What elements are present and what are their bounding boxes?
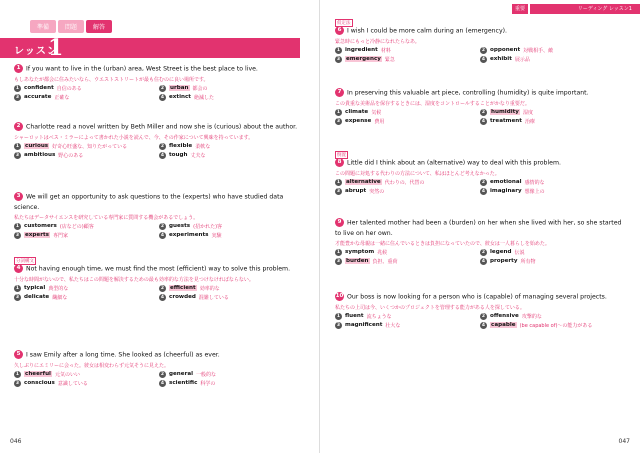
answer-options — [335, 47, 625, 63]
question-number: 1 — [14, 64, 23, 73]
question-text: In preserving this valuable art piece, controlling (humidity) is quite important. — [347, 89, 589, 97]
option-number: 4 — [481, 188, 486, 194]
option-word: emotional — [490, 179, 522, 185]
question-text: I saw Emily after a long time. She looked as (cheerful) as ever. — [26, 351, 220, 359]
option-number: 3 — [336, 188, 341, 194]
option-number: 4 — [160, 152, 165, 158]
answer-options — [335, 109, 625, 125]
answer-option[interactable] — [14, 285, 159, 292]
option-meaning: 絶滅した — [193, 94, 214, 101]
answer-option[interactable] — [480, 109, 625, 116]
option-meaning: 材料 — [380, 47, 391, 54]
translation-text: 私たちはデータサイエンスを研究している専門家に質問する機会があるでしょう。 — [14, 214, 199, 221]
option-meaning: 緊急 — [384, 56, 395, 63]
option-meaning: 湿度 — [522, 109, 533, 116]
option-meaning: 所有物 — [520, 258, 536, 265]
question-block — [335, 21, 625, 63]
question-block — [335, 88, 625, 125]
option-word: opponent — [490, 47, 521, 53]
option-word: capable — [491, 322, 516, 328]
option-number: 3 — [336, 258, 341, 264]
translation-text: もしあなたが都会に住みたいなら、ウエストストリートが最も住むのに良い場所です。 — [14, 76, 209, 83]
option-meaning: 柔軟な — [195, 143, 211, 150]
option-word: flexible — [169, 143, 193, 149]
option-meaning: 自信のある — [56, 85, 82, 92]
question-text: Our boss is now looking for a person who is (capable) of managing several projects. — [347, 293, 607, 301]
answer-options — [335, 179, 625, 195]
option-number: 3 — [15, 294, 20, 300]
option-meaning: 伝説 — [514, 249, 525, 256]
answer-option[interactable] — [159, 371, 304, 378]
option-meaning: (店などの)顧客 — [59, 223, 94, 230]
answer-options — [14, 143, 304, 159]
grammar-hint-tag: 仮定法 — [337, 21, 351, 26]
step-prep[interactable]: 準備 — [30, 20, 56, 33]
translation-text: この貴重な美術品を保存するときには、湿度をコントロールすることがかなり重要だ。 — [335, 100, 530, 107]
answer-option[interactable] — [14, 152, 159, 159]
answer-option[interactable] — [480, 179, 625, 186]
grammar-hint-tag: 分詞構文 — [16, 259, 34, 264]
option-number: 4 — [481, 118, 486, 124]
question-text: Not having enough time, we must find the most (efficient) way to solve this problem. — [26, 265, 291, 273]
question-block — [14, 259, 304, 301]
option-word: confident — [24, 85, 54, 91]
question-text: Her talented mother had been a (burden) on her when she lived with her, so she started to live on her own. — [335, 219, 622, 237]
option-meaning: (be capable of)～の能力がある — [519, 322, 593, 329]
header-section: リーディング レッスン1 — [530, 4, 640, 14]
translation-text: 才能豊かな母親は一緒に住んでいるときは負担になっていたので、彼女は一人暮らしを始めた。 — [335, 240, 550, 247]
option-meaning: 専門家 — [52, 232, 68, 239]
answer-option[interactable] — [14, 143, 159, 150]
option-number: 3 — [15, 232, 20, 238]
answer-option[interactable] — [335, 322, 480, 329]
option-number: 1 — [336, 109, 341, 115]
answer-option[interactable] — [480, 322, 625, 329]
translation-text: 久しぶりにエミリーに会った。彼女は相変わらず元気そうに見えた。 — [14, 362, 170, 369]
answer-option[interactable] — [335, 109, 480, 116]
option-meaning: 治療 — [524, 118, 535, 125]
right-page — [321, 0, 640, 453]
answer-option[interactable] — [480, 118, 625, 125]
answer-option[interactable] — [480, 188, 625, 195]
option-meaning: 対戦相手、敵 — [523, 47, 554, 54]
question-number: 4 — [14, 264, 23, 273]
translation-text: 私たちの上司は今、いくつかのプロジェクトを管理する能力がある人を探している。 — [335, 304, 525, 311]
answer-options — [14, 85, 304, 101]
question-number: 7 — [335, 88, 344, 97]
option-meaning: 壮大な — [385, 322, 401, 329]
answer-option[interactable] — [480, 249, 625, 256]
step-tabs — [30, 20, 112, 33]
option-number: 3 — [15, 152, 20, 158]
option-word: guests — [169, 223, 191, 229]
option-number: 1 — [336, 179, 341, 185]
option-word: burden — [346, 258, 369, 264]
question-sentence — [14, 192, 304, 213]
option-word: general — [169, 371, 194, 377]
option-meaning: 負担、重荷 — [372, 258, 398, 265]
option-word: alternative — [346, 179, 381, 185]
question-number: 6 — [335, 26, 344, 35]
question-text: Charlotte read a novel written by Beth Miller and now she is (curious) about the author. — [26, 123, 298, 131]
translation-text: 十分な時間がないので、私たちはこの問題を解決するための最も効率的な方法を見つけなければならない。 — [14, 276, 254, 283]
option-meaning: 典型的な — [48, 285, 69, 292]
lesson-label: レッスン — [14, 46, 58, 57]
option-number: 2 — [160, 143, 165, 149]
answer-option[interactable] — [335, 118, 480, 125]
option-word: ingredient — [345, 47, 378, 53]
option-number: 2 — [481, 313, 486, 319]
answer-option[interactable] — [14, 223, 159, 230]
answer-option[interactable] — [159, 85, 304, 92]
option-number: 1 — [15, 143, 20, 149]
answer-option[interactable] — [159, 94, 304, 101]
option-word: tough — [169, 152, 188, 158]
option-word: crowded — [169, 294, 196, 300]
option-meaning: 一般的な — [196, 371, 217, 378]
answer-option[interactable] — [335, 313, 480, 320]
option-word: humidity — [491, 109, 519, 115]
option-word: extinct — [169, 94, 191, 100]
option-word: experts — [25, 232, 49, 238]
answer-options — [335, 249, 625, 265]
option-meaning: 想像上の — [524, 188, 545, 195]
question-sentence — [335, 158, 625, 169]
answer-options — [14, 285, 304, 301]
answer-option[interactable] — [335, 258, 480, 265]
option-word: cheerful — [25, 371, 51, 377]
option-number: 4 — [160, 294, 165, 300]
option-number: 4 — [481, 258, 486, 264]
grammar-hint-tag: 倒置 — [337, 153, 346, 158]
option-number: 3 — [15, 94, 20, 100]
option-meaning: 展示品 — [514, 56, 530, 63]
answer-option[interactable] — [159, 232, 304, 239]
question-sentence — [14, 264, 304, 275]
option-number: 3 — [336, 56, 341, 62]
answer-option[interactable] — [480, 56, 625, 63]
option-meaning: 繊細な — [52, 294, 68, 301]
option-number: 3 — [336, 322, 341, 328]
lesson-number: 1 — [48, 35, 64, 61]
answer-option[interactable] — [159, 380, 304, 387]
question-block — [14, 192, 304, 239]
option-word: delicate — [24, 294, 50, 300]
option-number: 4 — [481, 56, 486, 62]
option-number: 2 — [160, 223, 165, 229]
option-meaning: 効率的な — [199, 285, 220, 292]
answer-option[interactable] — [159, 143, 304, 150]
answer-options — [14, 223, 304, 239]
question-sentence — [14, 122, 304, 133]
option-word: emergency — [346, 56, 381, 62]
option-word: curious — [25, 143, 49, 149]
option-number: 2 — [481, 109, 486, 115]
step-answer[interactable]: 解答 — [86, 20, 112, 33]
step-problem[interactable]: 問題 — [58, 20, 84, 33]
translation-text: シャーロットはベス・ミラーによって書かれた小説を読んで、今、その作家について興味を持っています。 — [14, 134, 254, 141]
translation-text: 緊急時にもっと冷静になれたらなあ。 — [335, 38, 420, 45]
option-meaning: 丈夫な — [190, 152, 206, 159]
question-sentence — [335, 26, 625, 37]
option-meaning: 都会の — [192, 85, 208, 92]
answer-option[interactable] — [159, 285, 304, 292]
option-number: 1 — [15, 85, 20, 91]
option-number: 3 — [15, 380, 20, 386]
option-number: 2 — [160, 85, 165, 91]
question-sentence — [335, 88, 625, 99]
question-block — [14, 350, 304, 387]
option-meaning: 兆候 — [377, 249, 388, 256]
answer-option[interactable] — [14, 232, 159, 239]
answer-options — [14, 371, 304, 387]
option-meaning: 実験 — [211, 232, 222, 239]
question-sentence — [14, 64, 304, 75]
question-sentence — [335, 292, 625, 303]
option-word: treatment — [490, 118, 522, 124]
option-meaning: 意識している — [57, 380, 88, 387]
option-word: efficient — [170, 285, 196, 291]
question-sentence — [335, 218, 625, 239]
question-number: 8 — [335, 158, 344, 167]
answer-option[interactable] — [14, 294, 159, 301]
option-number: 2 — [481, 47, 486, 53]
option-meaning: 突然の — [369, 188, 385, 195]
option-meaning: 野心のある — [58, 152, 84, 159]
question-text: I wish I could be more calm during an (emergency). — [347, 27, 507, 35]
option-meaning: 代わりの、代替の — [384, 179, 425, 186]
option-meaning: 攻撃的な — [521, 313, 542, 320]
question-text: If you want to live in the (urban) area, West Street is the best place to live. — [26, 65, 258, 73]
option-word: imaginary — [490, 188, 522, 194]
question-text: Little did I think about an (alternative) way to deal with this problem. — [347, 159, 561, 167]
question-block — [335, 153, 625, 195]
answer-option[interactable] — [159, 223, 304, 230]
translation-text: この問題に対処する代わりの方法について、私はほとんど考えなかった。 — [335, 170, 500, 177]
option-meaning: 元気のいい — [54, 371, 80, 378]
option-word: ambitious — [24, 152, 56, 158]
option-number: 1 — [336, 249, 341, 255]
option-number: 2 — [481, 179, 486, 185]
question-block — [335, 218, 625, 265]
answer-option[interactable] — [159, 294, 304, 301]
option-word: offensive — [490, 313, 519, 319]
option-meaning: 感情的な — [524, 179, 545, 186]
page-number-right: 047 — [618, 438, 630, 445]
question-number: 10 — [335, 293, 344, 299]
option-number: 2 — [160, 371, 165, 377]
option-word: expense — [345, 118, 372, 124]
option-meaning: (招かれた)客 — [193, 223, 223, 230]
header-tag: 重要 — [512, 4, 528, 14]
answer-option[interactable] — [14, 85, 159, 92]
option-number: 4 — [160, 232, 165, 238]
question-block — [14, 122, 304, 159]
question-number: 5 — [14, 350, 23, 359]
option-meaning: 科学の — [200, 380, 216, 387]
question-sentence — [14, 350, 304, 361]
option-meaning: 正確な — [54, 94, 70, 101]
answer-option[interactable] — [14, 380, 159, 387]
option-number: 4 — [160, 380, 165, 386]
option-number: 1 — [15, 223, 20, 229]
option-word: climate — [345, 109, 369, 115]
question-text: We will get an opportunity to ask questions to the (experts) who have studied data science. — [14, 193, 284, 211]
option-number: 1 — [15, 371, 20, 377]
option-word: fluent — [345, 313, 364, 319]
answer-option[interactable] — [480, 47, 625, 54]
question-number: 9 — [335, 218, 344, 227]
option-number: 2 — [160, 285, 165, 291]
option-meaning: 流ちょうな — [366, 313, 392, 320]
option-number: 1 — [336, 313, 341, 319]
option-word: scientific — [169, 380, 198, 386]
option-number: 1 — [336, 47, 341, 53]
answer-option[interactable] — [335, 47, 480, 54]
answer-option[interactable] — [14, 371, 159, 378]
question-block — [14, 64, 304, 101]
option-meaning: 費用 — [374, 118, 385, 125]
option-word: legend — [490, 249, 512, 255]
option-word: typical — [24, 285, 46, 291]
option-word: magnificent — [345, 322, 383, 328]
option-word: accurate — [24, 94, 52, 100]
answer-option[interactable] — [335, 249, 480, 256]
option-word: symptom — [345, 249, 375, 255]
answer-option[interactable] — [480, 313, 625, 320]
question-number: 2 — [14, 122, 23, 131]
answer-option[interactable] — [480, 258, 625, 265]
lesson-header — [0, 35, 300, 61]
page-number-left: 046 — [10, 438, 22, 445]
option-word: urban — [170, 85, 189, 91]
option-number: 2 — [481, 249, 486, 255]
option-word: experiments — [169, 232, 209, 238]
answer-options — [335, 313, 625, 329]
answer-option[interactable] — [159, 152, 304, 159]
option-number: 4 — [481, 322, 486, 328]
option-meaning: 好奇心旺盛な、知りたがっている — [52, 143, 128, 150]
option-word: conscious — [24, 380, 55, 386]
answer-option[interactable] — [335, 56, 480, 63]
option-number: 1 — [15, 285, 20, 291]
option-meaning: 気候 — [371, 109, 382, 116]
option-word: property — [490, 258, 518, 264]
question-number: 3 — [14, 192, 23, 201]
option-meaning: 混雑している — [198, 294, 229, 301]
option-number: 4 — [160, 94, 165, 100]
answer-option[interactable] — [14, 94, 159, 101]
option-word: customers — [24, 223, 57, 229]
option-word: abrupt — [345, 188, 367, 194]
question-block — [335, 292, 625, 329]
option-word: exhibit — [490, 56, 512, 62]
answer-option[interactable] — [335, 188, 480, 195]
answer-option[interactable] — [335, 179, 480, 186]
option-number: 3 — [336, 118, 341, 124]
